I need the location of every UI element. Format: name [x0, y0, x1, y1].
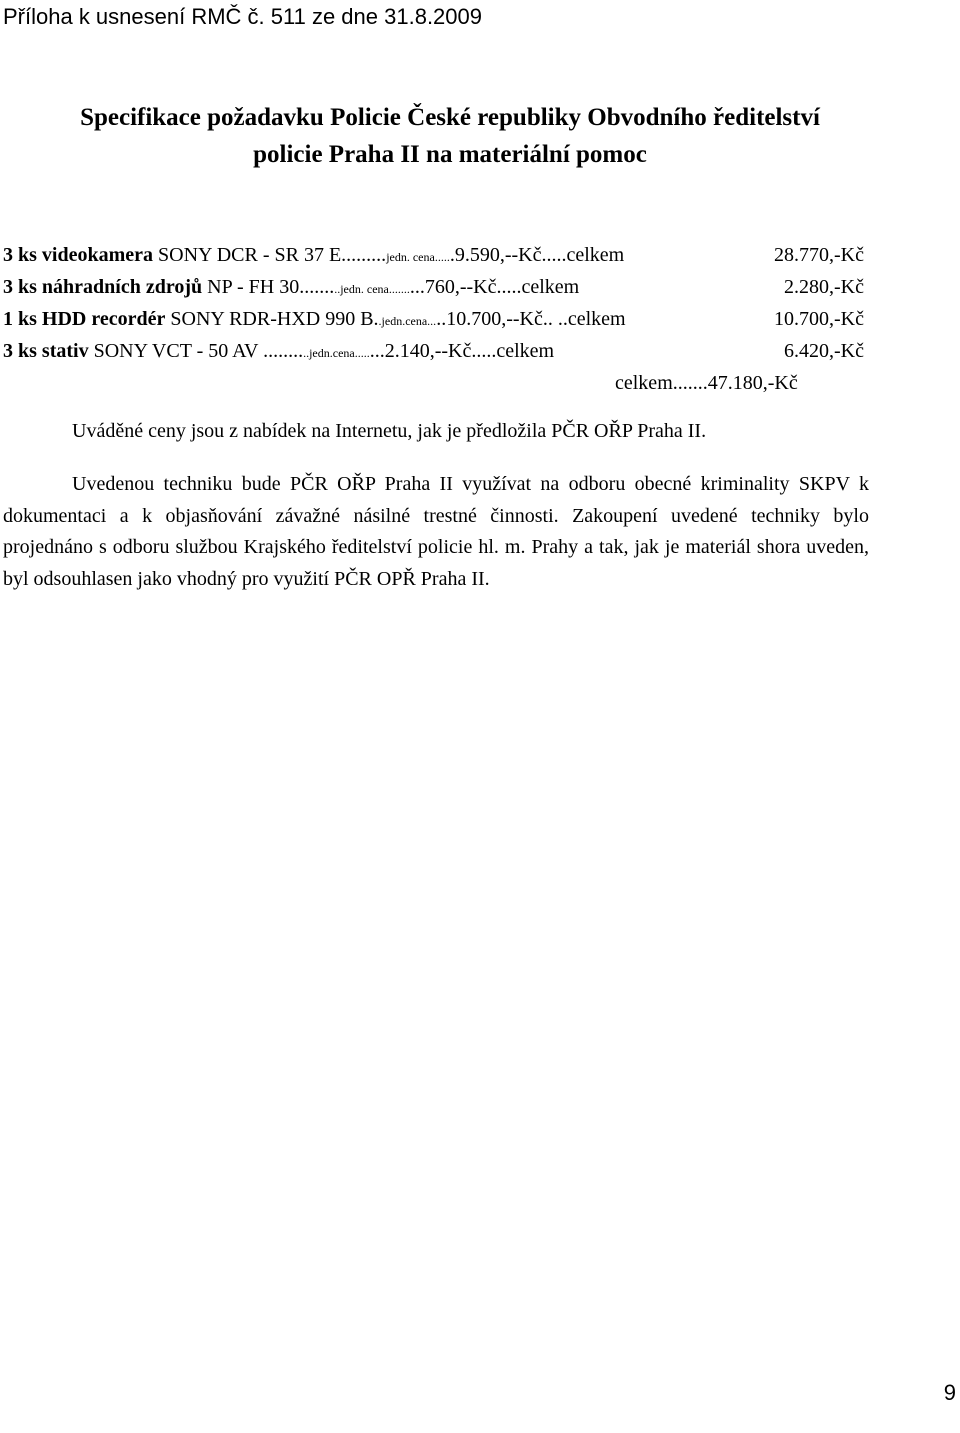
item-model: SONY VCT - 50 AV ........: [93, 340, 304, 362]
document-title-line-1: Specifikace požadavku Policie České republiky Obvodního ředitelství: [80, 104, 820, 131]
grand-total: celkem.......47.180,-Kč: [615, 372, 798, 394]
item-row: [3, 276, 579, 299]
item-model: SONY RDR-HXD 990 B.: [170, 308, 379, 330]
item-qty-desc: 3 ks stativ: [3, 340, 89, 362]
item-model: NP - FH 30.......: [207, 276, 335, 298]
item-unit-label: ..jedn.cena.....: [303, 346, 370, 360]
body-paragraph: Uvedenou techniku bude PČR OŘP Praha II využívat na odboru obecné kriminality SKPV k dokumentaci a k objasňování závažné násilné trestné činnosti. Zakoupení uvedené techniky bylo projednáno s odboru službou Krajského ředitelství policie hl. m. Prahy a tak, jak je materiál shora uveden, byl odsouhlasen jako vhodný pro využití PČR OPŘ Praha II.: [3, 473, 869, 590]
item-unit-price: ..10.700,--Kč.. ..celkem: [436, 308, 626, 330]
item-model: SONY DCR - SR 37 E.........: [158, 244, 387, 266]
document-header: Příloha k usnesení RMČ č. 511 ze dne 31.8.2009: [3, 4, 482, 29]
item-total: 28.770,-Kč: [774, 244, 864, 266]
item-total: 6.420,-Kč: [784, 340, 864, 362]
item-unit-price: .9.590,--Kč.....celkem: [449, 244, 625, 266]
item-unit-label: jedn. cena.....: [386, 250, 450, 264]
item-unit-price: ...760,--Kč.....celkem: [409, 276, 580, 298]
item-row: [3, 244, 624, 267]
price-note: Uváděné ceny jsou z nabídek na Internetu, jak je předložila PČR OŘP Praha II.: [72, 420, 707, 442]
item-qty-desc: 3 ks náhradních zdrojů: [3, 276, 203, 298]
item-unit-label: .jedn.cena...: [378, 314, 437, 328]
item-total: 2.280,-Kč: [784, 276, 864, 298]
item-unit-price: ...2.140,--Kč.....celkem: [369, 340, 555, 362]
page-number: 9: [943, 1380, 956, 1405]
item-row: [3, 340, 554, 363]
item-row: [3, 308, 626, 331]
item-qty-desc: 1 ks HDD recordér: [3, 308, 166, 330]
document-title-line-2: policie Praha II na materiální pomoc: [253, 141, 647, 168]
item-unit-label: ..jedn. cena.......: [334, 282, 410, 296]
item-total: 10.700,-Kč: [774, 308, 864, 330]
item-qty-desc: 3 ks videokamera: [3, 244, 153, 266]
